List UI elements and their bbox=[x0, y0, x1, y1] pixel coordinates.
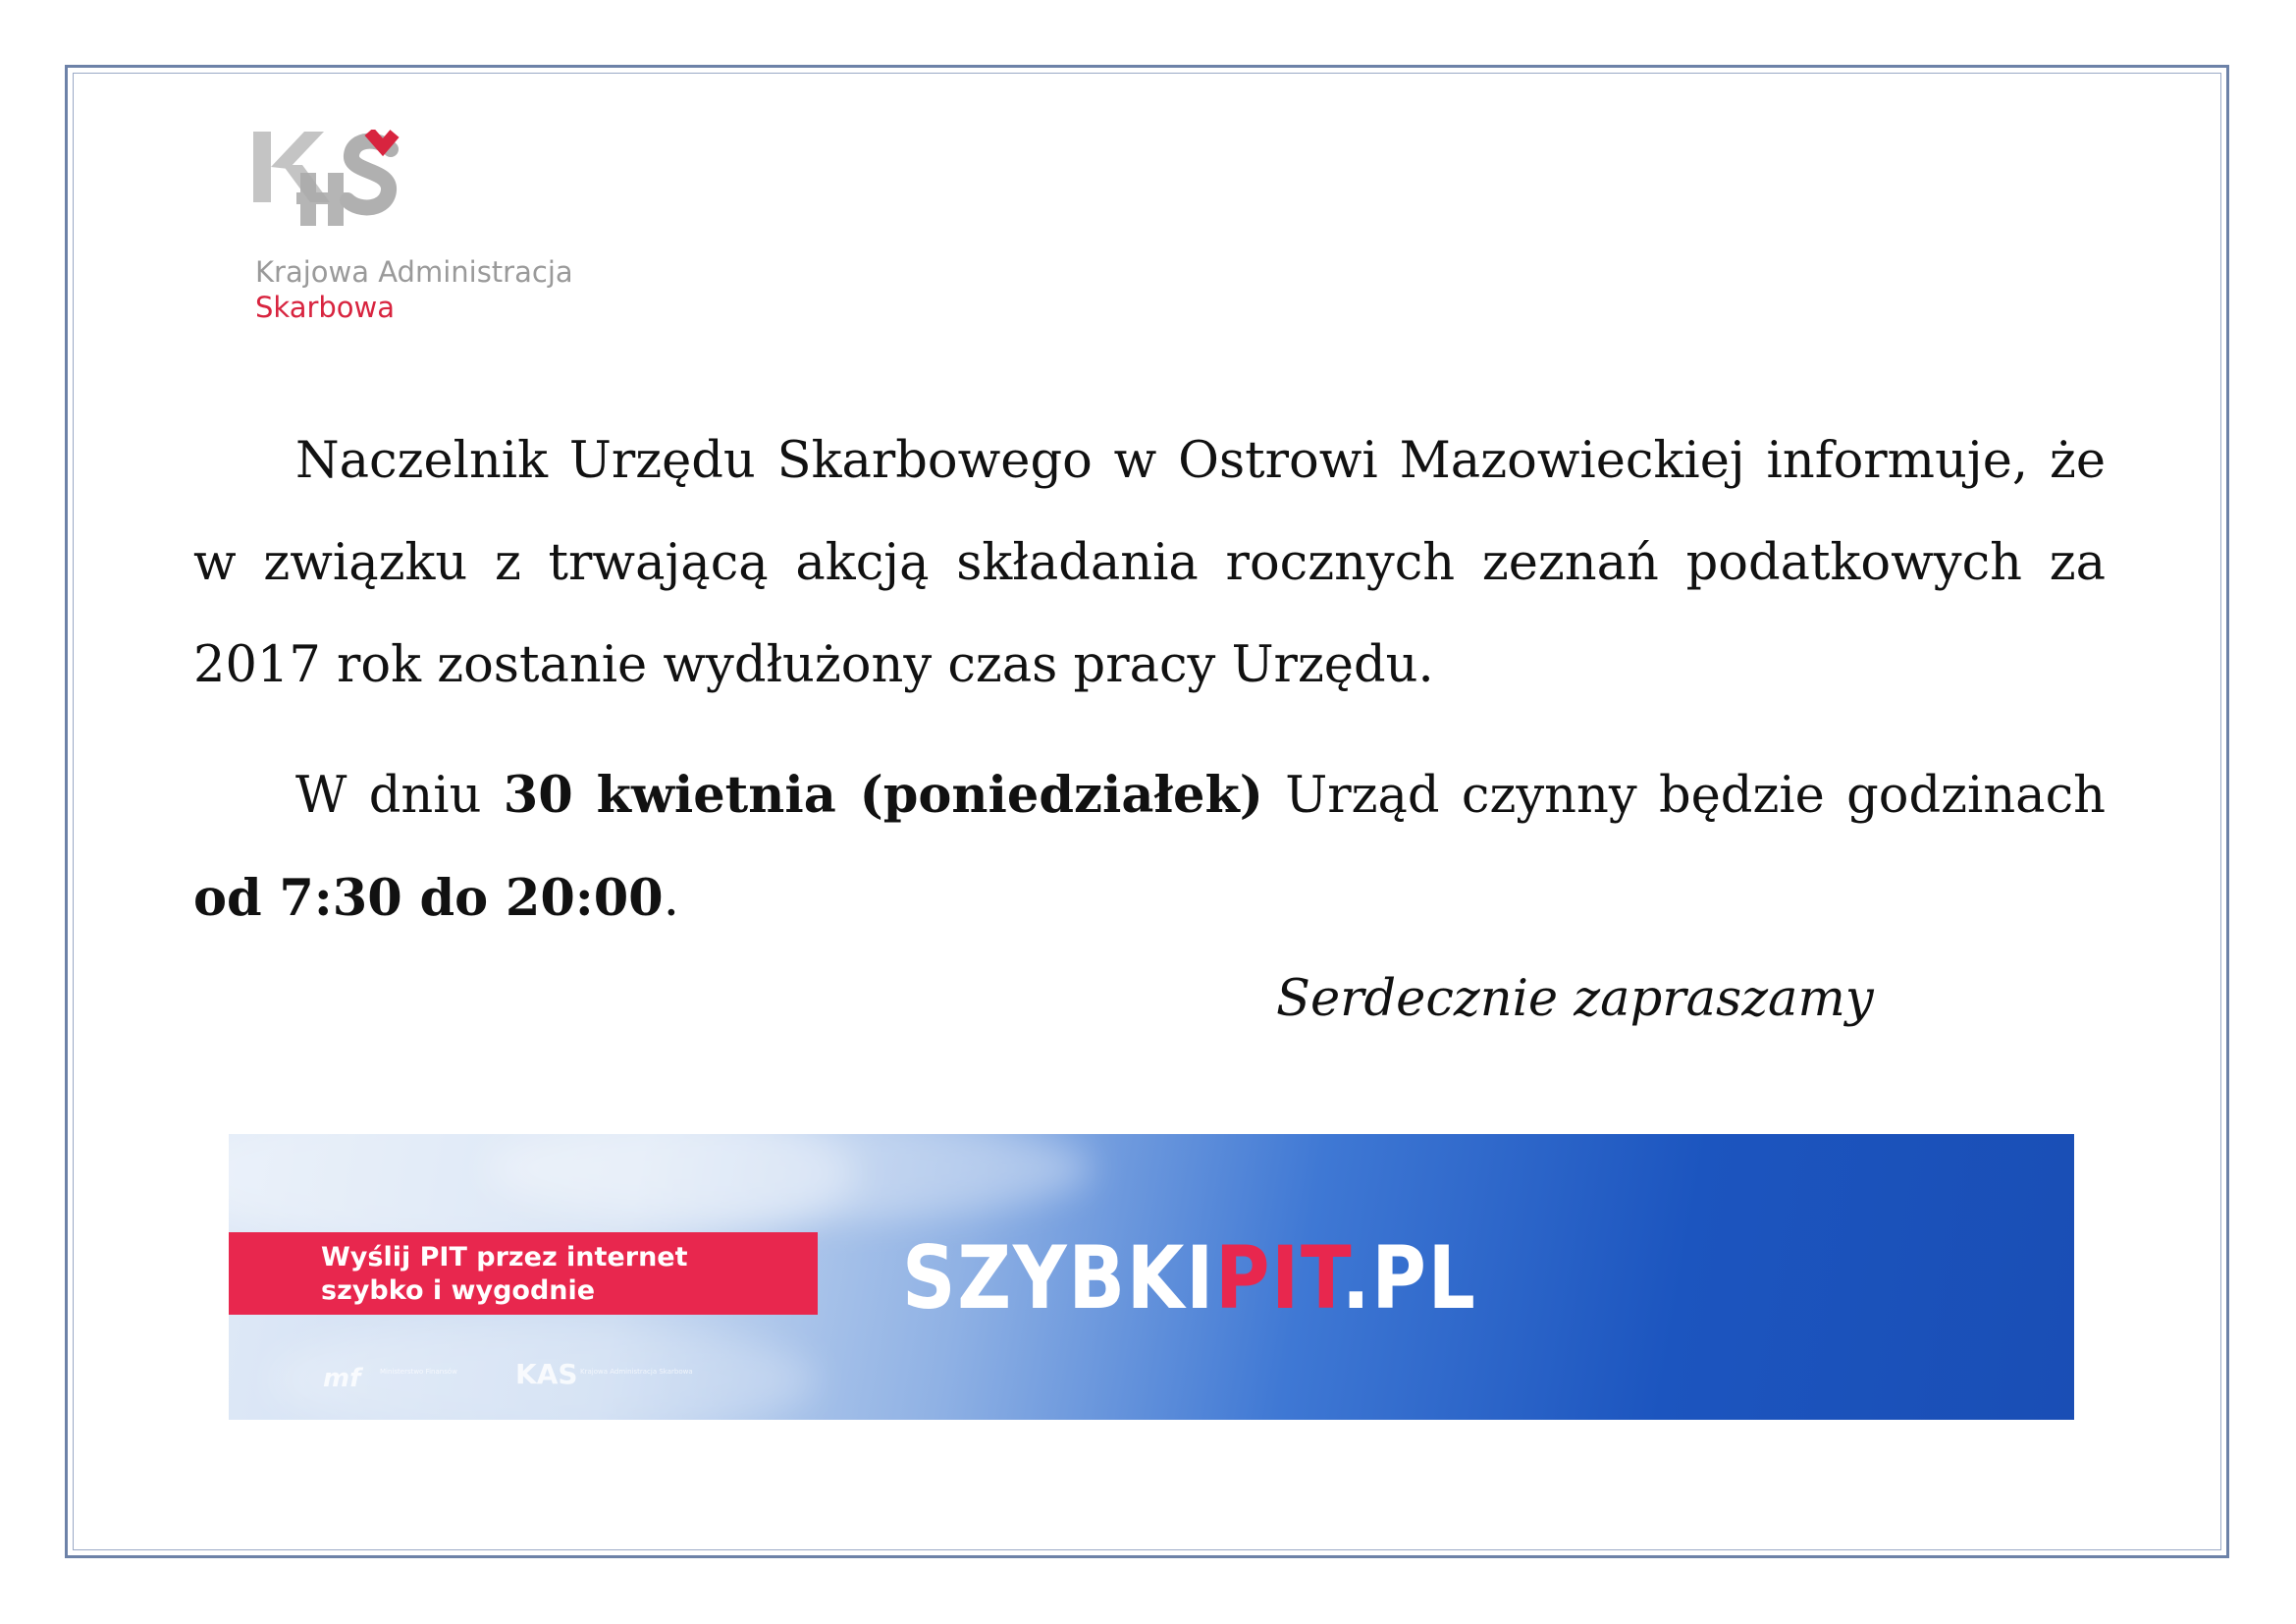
announcement-paragraph: Naczelnik Urzędu Skarbowego w Ostrowi Mazowieckiej informuje, że w związku z trwającą akcją składania rocznych zeznań podatkowych za 2017 rok zostanie wydłużony czas pracy Urzędu. bbox=[193, 432, 2106, 694]
brand-suffix: .PL bbox=[1341, 1227, 1477, 1328]
brand-prefix: SZYBKI bbox=[902, 1227, 1215, 1328]
brand-highlight: PIT bbox=[1214, 1227, 1342, 1328]
mf-logo-icon: mf bbox=[323, 1364, 361, 1393]
opening-hours: od 7:30 do 20:00 bbox=[193, 869, 664, 928]
paragraph2-part2: Urząd czynny będzie godzinach bbox=[1262, 767, 2107, 825]
closing-greeting: Serdecznie zapraszamy bbox=[1276, 970, 1874, 1028]
logo-text-line2: Skarbowa bbox=[255, 291, 396, 324]
mf-logo-text: Ministerstwo Finansów bbox=[380, 1368, 457, 1376]
banner-partner-logos bbox=[323, 1358, 735, 1397]
kas-mini-logo-icon: KAS bbox=[515, 1358, 578, 1390]
kas-mini-logo-text: Krajowa Administracja Skarbowa bbox=[580, 1368, 693, 1376]
opening-hours-paragraph bbox=[193, 744, 2106, 950]
paragraph2-part3: . bbox=[663, 870, 679, 928]
banner-tagline-line1: Wyślij PIT przez internet bbox=[321, 1242, 688, 1272]
banner-tagline-box bbox=[229, 1232, 818, 1315]
logo-text-line1: Krajowa Administracja bbox=[255, 255, 573, 289]
szybkipit-banner[interactable] bbox=[229, 1134, 2074, 1420]
banner-tagline-line2: szybko i wygodnie bbox=[321, 1275, 596, 1306]
banner-brand-name bbox=[902, 1227, 1477, 1328]
special-date: 30 kwietnia (poniedziałek) bbox=[503, 766, 1263, 825]
kas-monogram-icon bbox=[253, 130, 410, 247]
kas-logo bbox=[253, 130, 607, 326]
paragraph2-part1: W dniu bbox=[295, 767, 504, 825]
